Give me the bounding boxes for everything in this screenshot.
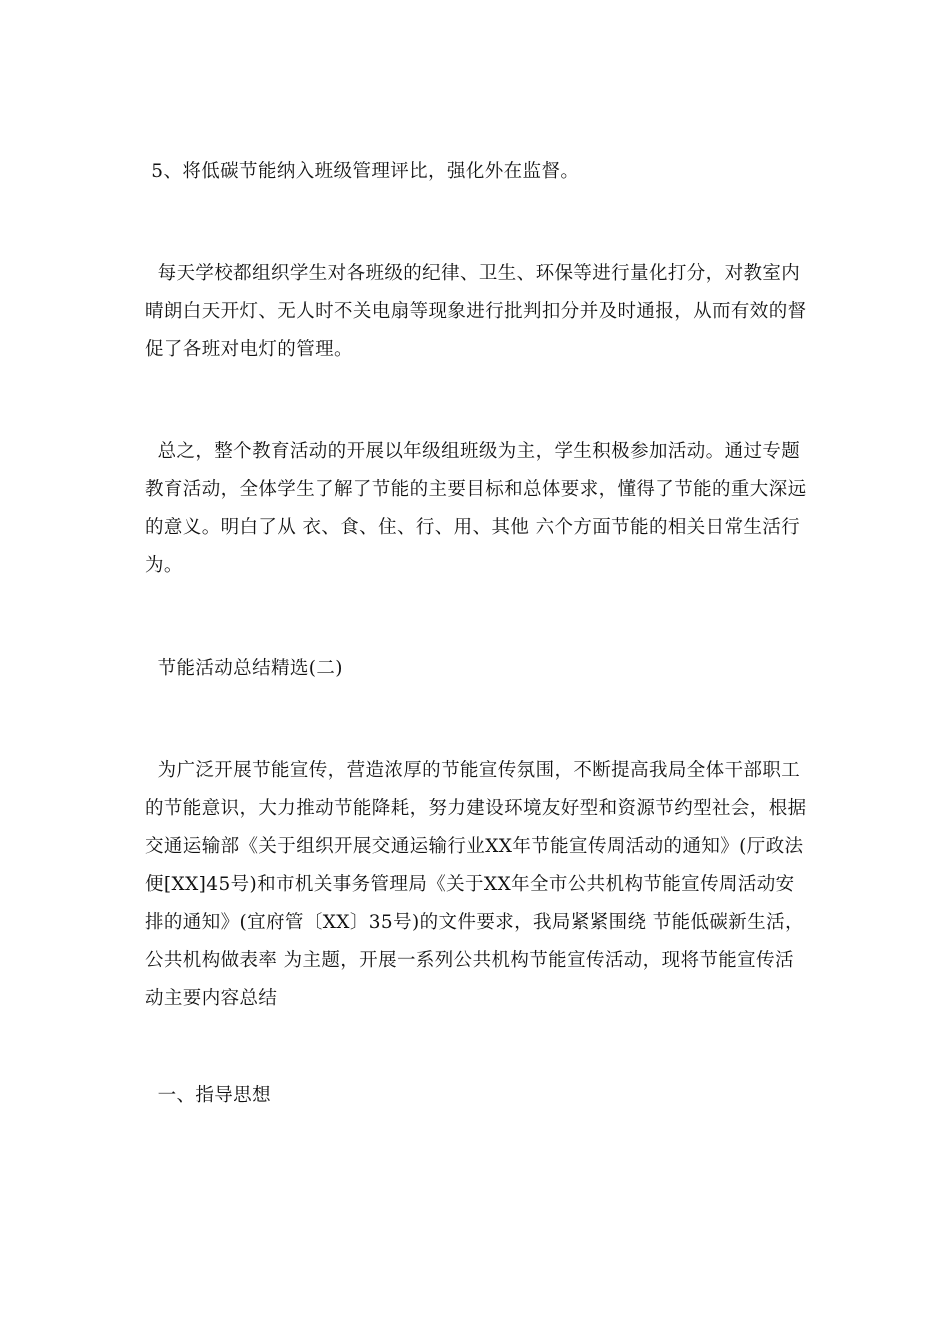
heading-guiding-thought: 一、指导思想 (145, 1085, 271, 1106)
paragraph-conclusion: 总之，整个教育活动的开展以年级组班级为主，学生积极参加活动。通过专题教育活动，全体学生了解了节能的主要目标和总体要求，懂得了节能的重大深远的意义。明白了从 衣、食、住、行、用、其他 六个方面节能的相关日常生活行为。 (145, 441, 807, 576)
paragraph-item-5: 5、将低碳节能纳入班级管理评比，强化外在监督。 (145, 161, 580, 182)
paragraph-daily-evaluation: 每天学校都组织学生对各班级的纪律、卫生、环保等进行量化打分，对教室内晴朗白天开灯、无人时不关电扇等现象进行批判扣分并及时通报，从而有效的督促了各班对电灯的管理。 (145, 263, 807, 360)
section-title: 节能活动总结精选(二) (145, 658, 343, 679)
paragraph-introduction: 为广泛开展节能宣传，营造浓厚的节能宣传氛围，不断提高我局全体干部职工的节能意识，大力推动节能降耗，努力建设环境友好型和资源节约型社会，根据交通运输部《关于组织开展交通运输行业XX年节能宣传周活动的通知》(厅政法便[XX]45号)和市机关事务管理局《关于XX年全市公共机构节能宣传周活动安排的通知》(宜府管〔XX〕35号)的文件要求，我局紧紧围绕 节能低碳新生活，公共机构做表率 为主题，开展一系列公共机构节能宣传活动，现将节能宣传活动主要内容总结 (145, 760, 807, 1009)
